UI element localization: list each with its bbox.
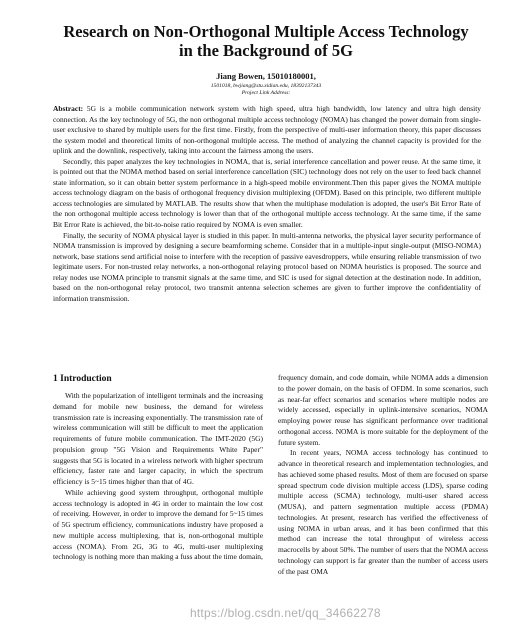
section-heading-introduction: 1 Introduction bbox=[53, 374, 112, 384]
author-line: Jiang Bowen, 15010180001, bbox=[216, 71, 316, 81]
abstract-label: Abstract: bbox=[53, 104, 84, 113]
abstract-paragraph-1 bbox=[53, 104, 481, 157]
right-column bbox=[278, 373, 488, 577]
affiliation-line: 1501018, bwjiang@stu.xidian.edu, 18392137343 bbox=[210, 83, 322, 89]
left-column bbox=[53, 391, 263, 563]
paper-title: Research on Non-Orthogonal Multiple Access Technology in the Background of 5G bbox=[63, 22, 469, 60]
abstract-paragraph-2: Secondly, this paper analyzes the key technologies in NOMA, that is, serial interference cancellation and power reuse. At the same time, it is pointed out that the NOMA method based on serial interference cancellation (SIC) technology does not rely on the user to feed back channel state information, so it can obtain better system performance in a high-speed mobile environment.Then this paper gives the NOMA multiple access technology diagram on the basis of orthogonal frequency division multiplexing (OFDM). Based on this principle, two different multiple access technologies are simulated by MATLAB. The results show that when the multiphase modulation is adopted, the user's Bit Error Rate of the non orthogonal multiple access technology is lower than that of the orthogonal multiple access technology. At the same time, if the same Bit Error Rate is achieved, the bit-to-noise ratio required by NOMA is even smaller. bbox=[53, 156, 481, 230]
abstract-paragraph-3: Finally, the security of NOMA physical layer is studied in this paper. In multi-antenna networks, the physical layer security performance of NOMA transmission is improved by designing a secure beamforming scheme. Consider that in a multiple-input single-output (MISO-NOMA) network, base stations send artificial noise to interfere with the reception of passive eavesdroppers, while ensuring reliable transmission of two legitimate users. For non-trusted relay networks, a non-orthogonal relaying protocol based on NOMA heuristics is proposed. The source and relay nodes use NOMA principle to transmit signals at the same time, and SIC is used for signal detection at the destination node. In addition, based on the non-orthogonal relay protocol, two transmit antenna selection schemes are given to further improve the confidentiality of information transmission. bbox=[53, 230, 481, 303]
watermark-text: https://blog.csdn.net/qq_34662278 bbox=[190, 606, 381, 620]
project-link-line: Project Link Address: bbox=[241, 90, 291, 96]
abstract-block bbox=[53, 104, 481, 304]
intro-paragraph-4: In recent years, NOMA access technology has continued to advance in theoretical research and implementation technologies, and has achieved some phased results. Most of them are focused on sparse spread spectrum code division multiple access (LDS), sparse coding multiple access (SCMA) technology, multi-user shared access (MUSA), and pattern segmentation multiple access (PDMA) technologies. At present, research has verified the effectiveness of using NOMA in urban areas, and it has been confirmed that this method can increase the total throughput of wireless access macrocells by about 50%. The number of users that the NOMA access technology can support is far greater than the number of access users of the past OMA bbox=[278, 448, 488, 576]
intro-paragraph-1: With the popularization of intelligent terminals and the increasing demand for mobile new business, the demand for wireless transmission rate is increasing exponentially. The transmission rate of wireless communication will still be difficult to meet the application requirements of future mobile communication. The IMT-2020 (5G) propulsion group "5G Vision and Requirements White Paper" suggests that 5G is located in a wireless network with higher spectrum efficiency, faster rate and larger capacity, in which the spectrum efficiency is 5~15 times higher than that of 4G. bbox=[53, 391, 263, 486]
abstract-text-1: 5G is a mobile communication network system with high speed, ultra high bandwidth, low latency and ultra high density connection. As the key technology of 5G, the non orthogonal multiple access technology (NOMA) has changed the power domain from single-user exclusive to shared by multiple users for the first time. Firstly, from the perspective of multi-user information theory, this paper discusses the system model and theoretical limits of non-orthogonal multiple access. The method of analyzing the channel capacity is provided for the uplink and the downlink, respectively, taking into account the fairness among the users. bbox=[53, 104, 481, 156]
intro-paragraph-2: While achieving good system throughput, orthogonal multiple access technology is adopted in 4G in order to maintain the low cost of receiving. However, in order to improve the demand for 5~15 times of 5G spectrum efficiency, communications industry have proposed a new multiple access multiplexing, that is, non-orthogonal multiple access (NOMA). From 2G, 3G to 4G, multi-user multiplexing technology is nothing more than making a fuss about the time domain, bbox=[53, 487, 263, 562]
intro-paragraph-3: frequency domain, and code domain, while NOMA adds a dimension to the power domain, on the basis of OFDM. In some scenarios, such as near-far effect scenarios and scenarios where multiple nodes are widely accessed, especially in uplink-intensive scenarios, NOMA employing power reuse has significant performance over traditional orthogonal access. NOMA is more suitable for the deployment of the future system. bbox=[278, 373, 488, 447]
